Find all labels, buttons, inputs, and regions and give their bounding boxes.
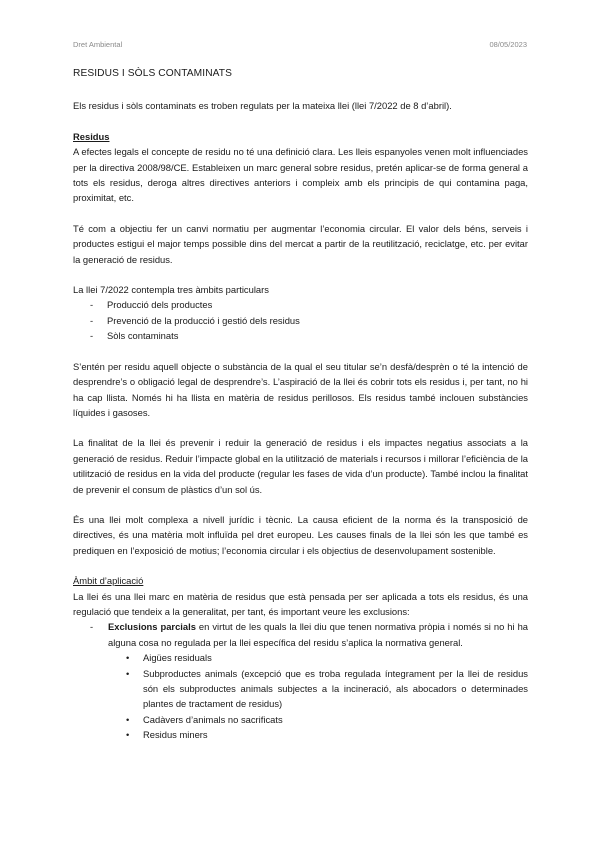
exclusions-label: Exclusions parcials [108, 621, 196, 633]
bullet-item: • Subproductes animals (excepció que es troba regulada íntegrament per la llei de residus són els subproductes animals subjectes a la incineració, als abocadors o determinades plantes de tractament de residus) [126, 666, 528, 712]
list-item: - Prevenció de la producció i gestió dels residus [90, 313, 528, 328]
paragraph: És una llei molt complexa a nivell jurídic i tècnic. La causa eficient de la norma és la transposició de directives, és una matèria molt influïda pel dret europeu. Les causes finals de la llei són les que també es prediquen en l’exposició de motius; l’economia circular i els objectius de desenvolupament sostenible. [73, 513, 528, 556]
header-course: Dret Ambiental [73, 40, 123, 49]
section-heading-ambit: Àmbit d’aplicació [73, 575, 144, 587]
exclusions-text: en virtut de les quals la llei diu que tenen normativa pròpia i només si no hi ha alguna cosa no regulada per la llei específica del residu s’aplica la normativa general. [108, 621, 528, 648]
list-item: - Sòls contaminats [90, 328, 528, 343]
paragraph: S’entén per residu aquell objecte o substància de la qual el seu titular se’n desfà/desprèn o té la intenció de desprendre’s o obligació legal de desprendre’s. L’aspiració de la llei és cobrir tots els residus i, per tant, no hi ha cap llista. Només hi ha llista en matèria de residus perillosos. Els residus també inclouen substàncies líquides i gasoses. [73, 360, 528, 418]
list-item [90, 619, 528, 742]
bullet-item: • Residus miners [126, 727, 528, 742]
section-heading-residus: Residus [73, 130, 110, 142]
paragraph: La llei 7/2022 contempla tres àmbits particulars [73, 284, 269, 296]
bullet-item: • Aigües residuals [126, 650, 528, 665]
intro-paragraph: Els residus i sòls contaminats es troben regulats per la mateixa llei (llei 7/2022 de 8 d’abril). [73, 100, 452, 112]
paragraph: La finalitat de la llei és prevenir i reduir la generació de residus i els impactes negatius associats a la generació de residus. Reduir l’impacte global en la utilització de materials i recursos i millorar l’eficiència de la utilització de residus en la vida del producte (regular les fases de vida d’un producte). També inclou la finalitat de prevenir el consum de plàstics d’un sol ús. [73, 437, 528, 495]
scope-list [73, 297, 528, 343]
list-item: - Producció dels productes [90, 297, 528, 312]
document-title: RESIDUS I SÒLS CONTAMINATS [73, 68, 233, 79]
header-date: 08/05/2023 [489, 40, 527, 49]
paragraph: A efectes legals el concepte de residu no té una definició clara. Les lleis espanyoles venen molt influenciades per la directiva 2008/98/CE. Estableixen un marc general sobre residus, pretén aplicar-se de forma general a tots els residus, deroga altres directives anteriors i compleix amb els principis de qui contamina paga, proximitat, etc. [73, 146, 528, 204]
paragraph: Té com a objectiu fer un canvi normatiu per augmentar l’economia circular. El valor dels béns, serveis i productes estigui el major temps possible dins del mercat a partir de la reutilització, reciclatge, etc. per evitar la generació de residus. [73, 222, 528, 265]
paragraph: La llei és una llei marc en matèria de residus que està pensada per ser aplicada a tots els residus, és una regulació que tendeix a la generalitat, per tant, és important veure les exclusions: [73, 590, 528, 617]
document-body [73, 66, 528, 743]
bullet-item: • Cadàvers d’animals no sacrificats [126, 712, 528, 727]
exclusions-list [73, 619, 528, 742]
exclusions-bullets [108, 650, 528, 742]
